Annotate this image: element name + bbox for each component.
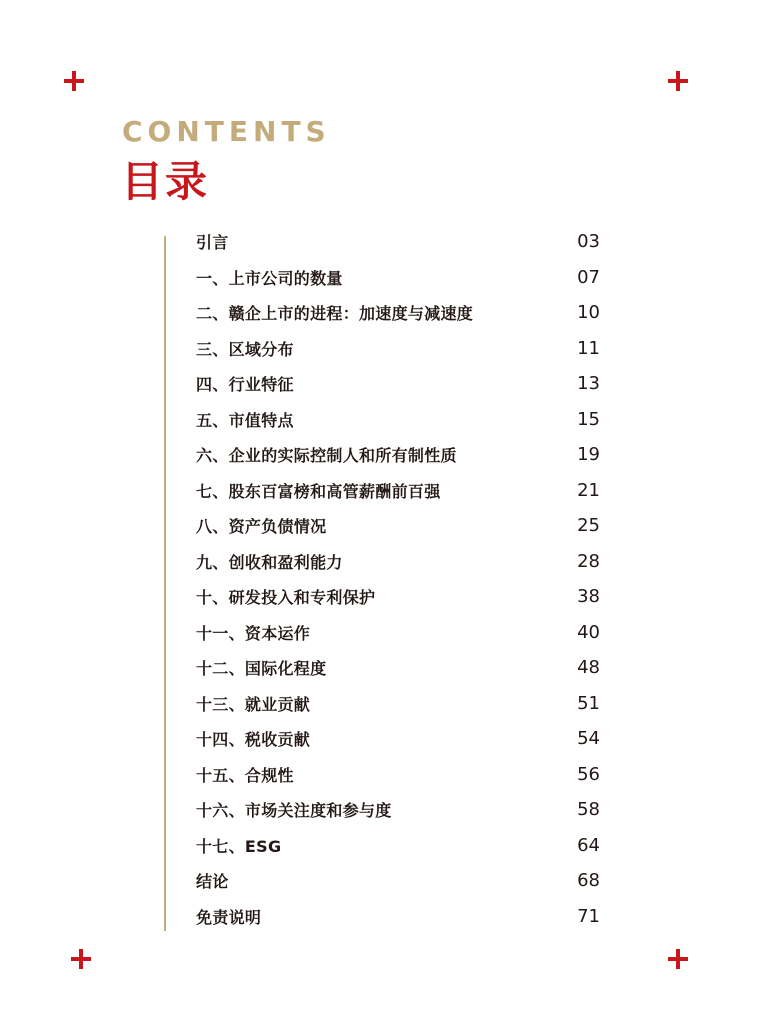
toc-entry-title: 十七、ESG [196, 836, 282, 856]
corner-plus-icon-top-left [64, 71, 84, 91]
toc-entry[interactable] [196, 863, 600, 899]
toc-entry[interactable] [196, 295, 600, 331]
toc-entry-title: 十六、市场关注度和参与度 [196, 801, 392, 821]
toc-entry[interactable] [196, 331, 600, 367]
table-of-contents [196, 224, 600, 934]
toc-entry[interactable] [196, 615, 600, 651]
toc-entry-title: 三、区域分布 [196, 339, 294, 359]
toc-entry[interactable] [196, 260, 600, 296]
toc-entry[interactable] [196, 899, 600, 935]
toc-entry-page-number: 10 [577, 302, 600, 324]
toc-entry-page-number: 38 [577, 586, 600, 608]
toc-entry-page-number: 21 [577, 479, 600, 501]
toc-entry[interactable] [196, 224, 600, 260]
toc-entry[interactable] [196, 366, 600, 402]
toc-entry[interactable] [196, 402, 600, 438]
toc-entry-title: 二、赣企上市的进程：加速度与减速度 [196, 304, 474, 324]
toc-entry-title: 五、市值特点 [196, 410, 294, 430]
toc-entry-page-number: 11 [577, 337, 600, 359]
toc-entry-title: 引言 [196, 233, 229, 253]
toc-entry[interactable] [196, 828, 600, 864]
toc-entry-page-number: 40 [577, 621, 600, 643]
toc-entry-page-number: 28 [577, 550, 600, 572]
toc-entry[interactable] [196, 473, 600, 509]
toc-entry-title: 九、创收和盈利能力 [196, 552, 343, 572]
toc-entry-title: 十五、合规性 [196, 765, 294, 785]
toc-entry-title: 十二、国际化程度 [196, 659, 327, 679]
toc-entry[interactable] [196, 757, 600, 793]
toc-entry[interactable] [196, 686, 600, 722]
corner-plus-icon-bottom-right [668, 949, 688, 969]
toc-entry-page-number: 13 [577, 373, 600, 395]
toc-entry-title: 十一、资本运作 [196, 623, 311, 643]
toc-entry-page-number: 07 [577, 266, 600, 288]
toc-entry[interactable] [196, 579, 600, 615]
contents-heading-cn: 目录 [121, 157, 210, 206]
toc-entry-title: 十四、税收贡献 [196, 730, 311, 750]
toc-entry-title: 四、行业特征 [196, 375, 294, 395]
toc-entry-page-number: 03 [577, 231, 600, 253]
toc-divider-line [164, 236, 166, 931]
toc-entry-page-number: 51 [577, 692, 600, 714]
toc-entry-title: 八、资产负债情况 [196, 517, 327, 537]
toc-entry-page-number: 54 [577, 728, 600, 750]
toc-entry-page-number: 68 [577, 870, 600, 892]
toc-entry-page-number: 64 [577, 834, 600, 856]
toc-entry[interactable] [196, 721, 600, 757]
toc-entry-page-number: 56 [577, 763, 600, 785]
toc-entry[interactable] [196, 508, 600, 544]
toc-entry-page-number: 71 [577, 905, 600, 927]
toc-entry-page-number: 48 [577, 657, 600, 679]
corner-plus-icon-top-right [668, 71, 688, 91]
toc-entry-title: 一、上市公司的数量 [196, 268, 343, 288]
toc-entry-title: 十三、就业贡献 [196, 694, 311, 714]
toc-entry[interactable] [196, 792, 600, 828]
contents-heading-en: CONTENTS [122, 115, 331, 148]
toc-entry-page-number: 58 [577, 799, 600, 821]
toc-entry-title: 结论 [196, 872, 229, 892]
toc-entry-page-number: 19 [577, 444, 600, 466]
toc-entry-page-number: 25 [577, 515, 600, 537]
toc-entry[interactable] [196, 650, 600, 686]
toc-entry-title: 七、股东百富榜和高管薪酬前百强 [196, 481, 441, 501]
toc-entry-page-number: 15 [577, 408, 600, 430]
toc-entry-title: 六、企业的实际控制人和所有制性质 [196, 446, 457, 466]
corner-plus-icon-bottom-left [71, 949, 91, 969]
toc-entry[interactable] [196, 544, 600, 580]
toc-entry-title: 免责说明 [196, 907, 262, 927]
toc-entry[interactable] [196, 437, 600, 473]
toc-entry-title: 十、研发投入和专利保护 [196, 588, 376, 608]
